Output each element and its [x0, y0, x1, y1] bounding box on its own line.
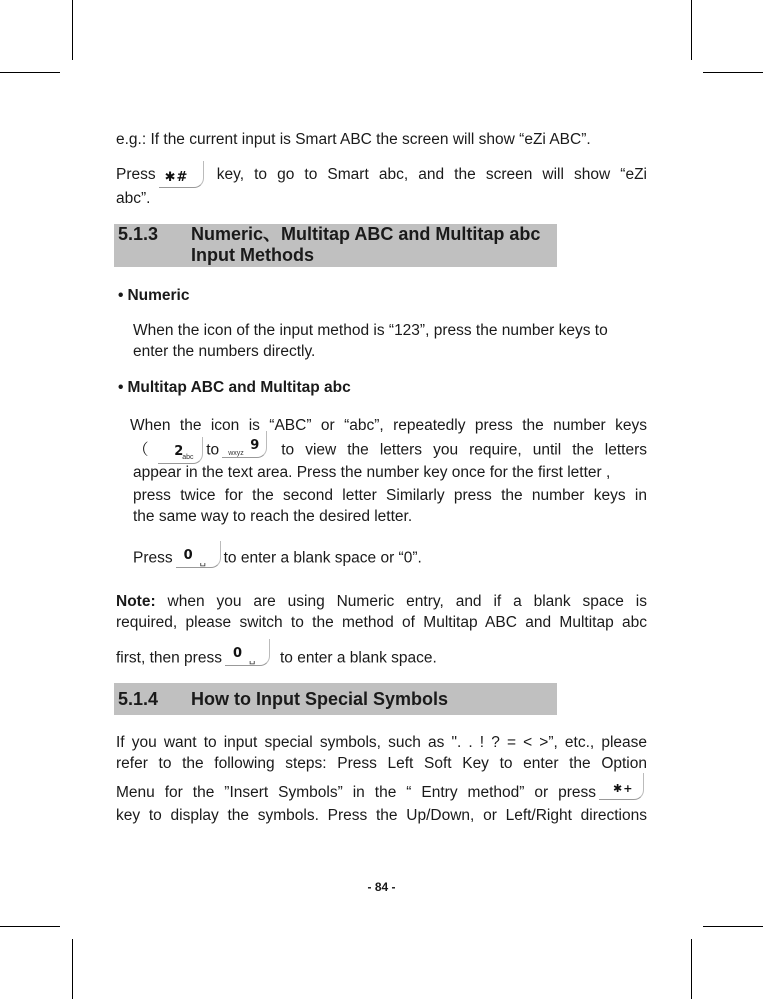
section-heading-5-1-4	[114, 683, 557, 715]
key-label: ✱#	[164, 170, 189, 186]
press-space-line	[133, 545, 422, 572]
text: to	[206, 441, 220, 459]
bullet-numeric	[118, 285, 189, 306]
key-sub: ␣	[199, 556, 206, 567]
multitap-text-2	[133, 437, 647, 464]
multitap-text-3: appear in the text area. Press the number key once for the first letter ,	[133, 464, 611, 481]
text: to enter a blank space.	[279, 649, 437, 667]
bullet-icon: •	[118, 379, 124, 396]
special-line-4: key to display the symbols. Press the Up/Down, or Left/Right directions	[116, 807, 647, 824]
text: to enter a blank space or “0”.	[223, 549, 422, 567]
key-sub: ␣	[248, 654, 256, 665]
numeric-text-2: enter the numbers directly.	[133, 343, 316, 360]
paragraph-press-hash-end: abc”.	[116, 190, 151, 207]
multitap-text-5: the same way to reach the desired letter.	[133, 508, 413, 525]
text: Press	[116, 166, 156, 183]
bullet-icon: •	[118, 287, 124, 304]
key-0-icon	[176, 541, 221, 568]
special-line-2: refer to the following steps: Press Left Soft Key to enter the Option	[116, 755, 647, 772]
text: to view the letters you require, until the letters	[281, 441, 647, 459]
crop-mark	[72, 939, 73, 999]
key-label: ✱+	[613, 782, 634, 796]
text: first, then press	[116, 649, 222, 667]
key-label: 0	[232, 646, 244, 661]
text: （	[133, 441, 156, 459]
crop-mark	[0, 72, 60, 73]
key-label: 0	[183, 548, 194, 563]
key-label: 2	[174, 444, 185, 459]
multitap-text-1: When the icon is “ABC” or “abc”, repeatedly press the number keys	[130, 417, 647, 434]
section-title-line-2: Input Methods	[191, 245, 314, 265]
crop-mark	[691, 939, 692, 999]
crop-mark	[691, 0, 692, 60]
star-key-icon	[599, 773, 644, 800]
bullet-multitap	[118, 377, 351, 398]
key-sub: abc	[182, 454, 194, 461]
bullet-title: Numeric	[127, 287, 190, 304]
section-title: How to Input Special Symbols	[191, 689, 449, 709]
key-0-icon	[225, 639, 270, 666]
crop-mark	[703, 72, 763, 73]
note-line-2: required, please switch to the method of Multitap ABC and Multitap abc	[116, 614, 647, 631]
text: Menu for the ”Insert Symbols” in the “ Entry method” or press	[116, 784, 596, 801]
section-number: 5.1.4	[118, 689, 159, 709]
text: Press	[133, 549, 173, 567]
bullet-title: Multitap ABC and Multitap abc	[127, 379, 351, 396]
text: key, to go to Smart abc, and the screen will show “eZi	[216, 166, 647, 183]
note-line-3	[116, 645, 437, 672]
key-sub: wxyz	[228, 450, 244, 457]
section-number: 5.1.3	[118, 224, 159, 244]
key-2-icon	[158, 437, 203, 464]
page-number: - 84 -	[367, 880, 396, 894]
numeric-text-1: When the icon of the input method is “123”, press the number keys to	[133, 322, 608, 339]
crop-mark	[0, 926, 60, 927]
crop-mark	[703, 926, 763, 927]
key-label: 9	[250, 438, 261, 453]
section-heading-5-1-3	[114, 224, 557, 267]
key-9-icon	[222, 431, 267, 458]
paragraph-smart-abc: e.g.: If the current input is Smart ABC the screen will show “eZi ABC”.	[116, 131, 591, 148]
star-hash-key-icon	[159, 161, 204, 188]
note-label: Note:	[116, 593, 156, 610]
paragraph-press-hash	[116, 160, 647, 190]
text: when you are using Numeric entry, and if a blank space is	[167, 593, 648, 610]
special-line-1: If you want to input special symbols, such as ". . ! ? = < >”, etc., please	[116, 734, 647, 751]
crop-mark	[72, 0, 73, 60]
note-line-1	[116, 591, 647, 612]
multitap-text-4: press twice for the second letter Similarly press the number keys in	[133, 487, 647, 504]
section-title-line-1: Numeric、Multitap ABC and Multitap abc	[191, 224, 541, 244]
special-line-3	[116, 779, 647, 807]
